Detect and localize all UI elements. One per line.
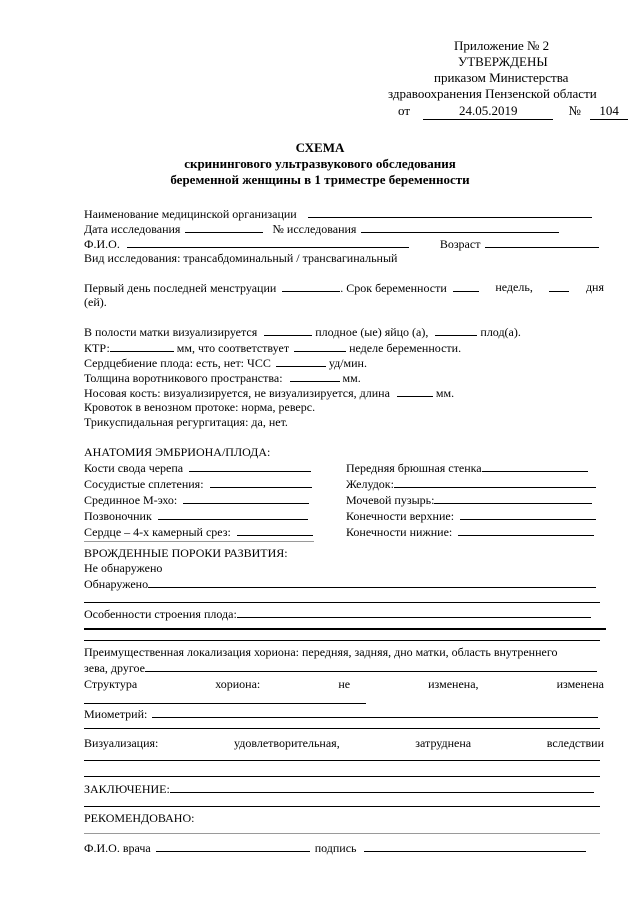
structure-label: Структура	[84, 677, 138, 691]
ktr-week-field[interactable]	[294, 340, 346, 352]
changed-option[interactable]: изменена	[556, 677, 604, 691]
conclusion-line-2[interactable]	[84, 806, 600, 807]
myometrium-label: Миометрий:	[84, 707, 148, 721]
visualization-row	[84, 736, 604, 750]
myometrium-row	[84, 706, 598, 721]
anatomy-right-2	[346, 492, 592, 507]
skull-label: Кости свода черепа	[84, 461, 184, 475]
exam-number-label: № исследования	[272, 222, 357, 236]
ktr-row	[84, 340, 461, 355]
uterus-label: В полости матки визуализируется	[84, 325, 258, 339]
collar-field[interactable]	[290, 370, 340, 382]
signature-label: подпись	[314, 841, 357, 855]
anatomy-left-2	[84, 492, 309, 507]
exam-date-label: Дата исследования	[84, 222, 181, 236]
date-row	[84, 221, 559, 236]
weeks-field[interactable]	[453, 280, 479, 292]
signature-field[interactable]	[364, 840, 586, 852]
anatomy-left-0	[84, 460, 311, 475]
fio-field[interactable]	[127, 236, 409, 248]
first-day-label: Первый день последней менструации	[84, 281, 277, 295]
approved-label: УТВЕРЖДЕНЫ	[458, 54, 548, 69]
days-label: дня	[585, 280, 604, 294]
chorion-other-field[interactable]	[145, 660, 597, 672]
features-field[interactable]	[237, 606, 591, 618]
doc-subtitle-2: беременной женщины в 1 триместре беременности	[170, 172, 470, 187]
fetus-label: плод(а).	[480, 325, 521, 339]
abdominal-wall-field[interactable]	[482, 460, 588, 472]
found-field[interactable]	[148, 576, 596, 588]
chorion-label: хориона:	[215, 677, 261, 691]
spine-field[interactable]	[158, 508, 308, 520]
weeks-label: недель,	[495, 280, 533, 294]
features-row	[84, 606, 591, 621]
stomach-field[interactable]	[394, 476, 596, 488]
chorion-location: Преимущественная локализация хориона: передняя, задняя, дно матки, область внутреннего	[84, 645, 558, 659]
fio-label: Ф.И.О.	[84, 237, 120, 251]
features-label: Особенности строения плода:	[84, 607, 237, 621]
doctor-label: Ф.И.О. врача	[84, 841, 151, 855]
myometrium-field[interactable]	[152, 706, 598, 718]
org-label: Наименование медицинской организации	[84, 207, 297, 221]
order-date-row	[398, 103, 628, 120]
anatomy-left-3	[84, 508, 308, 523]
chorion-structure-row	[84, 677, 604, 691]
days-field[interactable]	[549, 280, 569, 292]
nasal-bone-field[interactable]	[397, 385, 433, 397]
chorion-other-row	[84, 660, 597, 675]
abdominal-wall-label: Передняя брюшная стенка	[346, 461, 482, 475]
visualization-label: Визуализация:	[84, 736, 159, 750]
bladder-label: Мочевой пузырь:	[346, 493, 435, 507]
difficult-option[interactable]: затруднена	[415, 736, 472, 750]
found-line-2[interactable]	[84, 602, 600, 603]
collar-row	[84, 370, 361, 385]
collar-label: Толщина воротникового пространства:	[84, 371, 283, 385]
ktr-unit-label: мм, что соответствует	[176, 341, 290, 355]
chorion-other-label: зева, другое	[84, 661, 145, 675]
nasal-bone-unit: мм.	[435, 386, 455, 400]
uterus-row	[84, 324, 521, 339]
anatomy-right-0	[346, 460, 588, 475]
ovum-label: плодное (ые) яйцо (а),	[315, 325, 429, 339]
structure-line[interactable]	[84, 703, 366, 704]
exam-type: Вид исследования: трансабдоминальный / трансвагинальный	[84, 251, 398, 265]
ovum-count-field[interactable]	[264, 324, 312, 336]
anatomy-right-1	[346, 476, 596, 491]
heart-label: Сердце – 4-х камерный срез:	[84, 525, 231, 539]
appendix-label: Приложение № 2	[454, 38, 550, 53]
recommended-label: РЕКОМЕНДОВАНО:	[84, 811, 195, 825]
upper-limbs-field[interactable]	[460, 508, 596, 520]
doc-title: СХЕМА	[295, 140, 345, 155]
due-to-label: вследствии	[546, 736, 604, 750]
venous-duct: Кровоток в венозном протоке: норма, реверс.	[84, 400, 316, 414]
midline-label: Срединное М-эхо:	[84, 493, 178, 507]
lower-limbs-field[interactable]	[458, 524, 594, 536]
found-label: Обнаружено	[84, 577, 149, 591]
anatomy-divider	[84, 541, 314, 542]
midline-field[interactable]	[183, 492, 309, 504]
stomach-label: Желудок:	[346, 477, 394, 491]
skull-field[interactable]	[189, 460, 311, 472]
order-number: 104	[590, 103, 628, 120]
upper-limbs-label: Конечности верхние:	[346, 509, 455, 523]
spine-label: Позвоночник	[84, 509, 152, 523]
order-label: приказом Министерства	[434, 70, 569, 85]
choroid-field[interactable]	[210, 476, 312, 488]
doctor-row	[84, 840, 586, 855]
age-label: Возраст	[439, 237, 481, 251]
collar-unit: мм.	[342, 371, 361, 385]
org-field[interactable]	[308, 206, 592, 218]
order-number-label: №	[568, 103, 581, 118]
anatomy-right-4	[346, 524, 594, 539]
age-field[interactable]	[485, 236, 599, 248]
heart-rate-field[interactable]	[276, 355, 326, 367]
anatomy-heading: АНАТОМИЯ ЭМБРИОНА/ПЛОДА:	[84, 445, 271, 459]
nasal-bone-row	[84, 385, 454, 400]
first-day-field[interactable]	[282, 280, 340, 292]
bladder-field[interactable]	[434, 492, 592, 504]
exam-number-field[interactable]	[361, 221, 559, 233]
doc-subtitle-1: скринингового ультразвукового обследования	[184, 156, 456, 171]
anatomy-left-4	[84, 524, 313, 539]
lower-limbs-label: Конечности нижние:	[346, 525, 453, 539]
heart-field[interactable]	[237, 524, 313, 536]
heart-rate-row	[84, 355, 367, 370]
malformations-found-row	[84, 576, 596, 591]
ministry-label: здравоохранения Пензенской области	[388, 86, 597, 101]
term-label: . Срок беременности	[340, 281, 447, 295]
unchanged-option[interactable]: изменена,	[428, 677, 479, 691]
conclusion-row	[84, 781, 594, 796]
visualization-line-2[interactable]	[84, 776, 600, 777]
choroid-label: Сосудистые сплетения:	[84, 477, 204, 491]
doctor-name-field[interactable]	[156, 840, 310, 852]
exam-date-field[interactable]	[185, 221, 263, 233]
section-separator	[84, 628, 606, 630]
myometrium-line-2[interactable]	[84, 728, 600, 729]
conclusion-field[interactable]	[170, 781, 594, 793]
order-date: 24.05.2019	[423, 103, 553, 120]
fetus-count-field[interactable]	[435, 324, 477, 336]
recommended-line[interactable]	[84, 833, 600, 834]
malformations-none: Не обнаружено	[84, 561, 163, 575]
nasal-bone-label: Носовая кость: визуализируется, не визуализируется, длина	[84, 386, 390, 400]
heart-rate-unit: уд/мин.	[328, 356, 367, 370]
ktr-field[interactable]	[110, 340, 174, 352]
ktr-label: КТР:	[84, 341, 110, 355]
days-continued: (ей).	[84, 295, 107, 309]
menstruation-row	[84, 280, 604, 295]
visualization-line-1[interactable]	[84, 760, 600, 761]
org-row	[84, 206, 592, 221]
ktr-week-label: неделе беременности.	[349, 341, 462, 355]
tricuspid: Трикуспидальная регургитация: да, нет.	[84, 415, 288, 429]
satisfactory-option[interactable]: удовлетворительная,	[233, 736, 340, 750]
anatomy-right-3	[346, 508, 596, 523]
anatomy-left-1	[84, 476, 312, 491]
malformations-heading: ВРОЖДЕННЫЕ ПОРОКИ РАЗВИТИЯ:	[84, 546, 288, 560]
heart-rate-label: Сердцебиение плода: есть, нет: ЧСС	[84, 356, 271, 370]
separator-line	[84, 640, 600, 641]
from-label: от	[398, 103, 411, 118]
not-label: не	[338, 677, 351, 691]
fio-row	[84, 236, 599, 251]
conclusion-label: ЗАКЛЮЧЕНИЕ:	[84, 782, 170, 796]
